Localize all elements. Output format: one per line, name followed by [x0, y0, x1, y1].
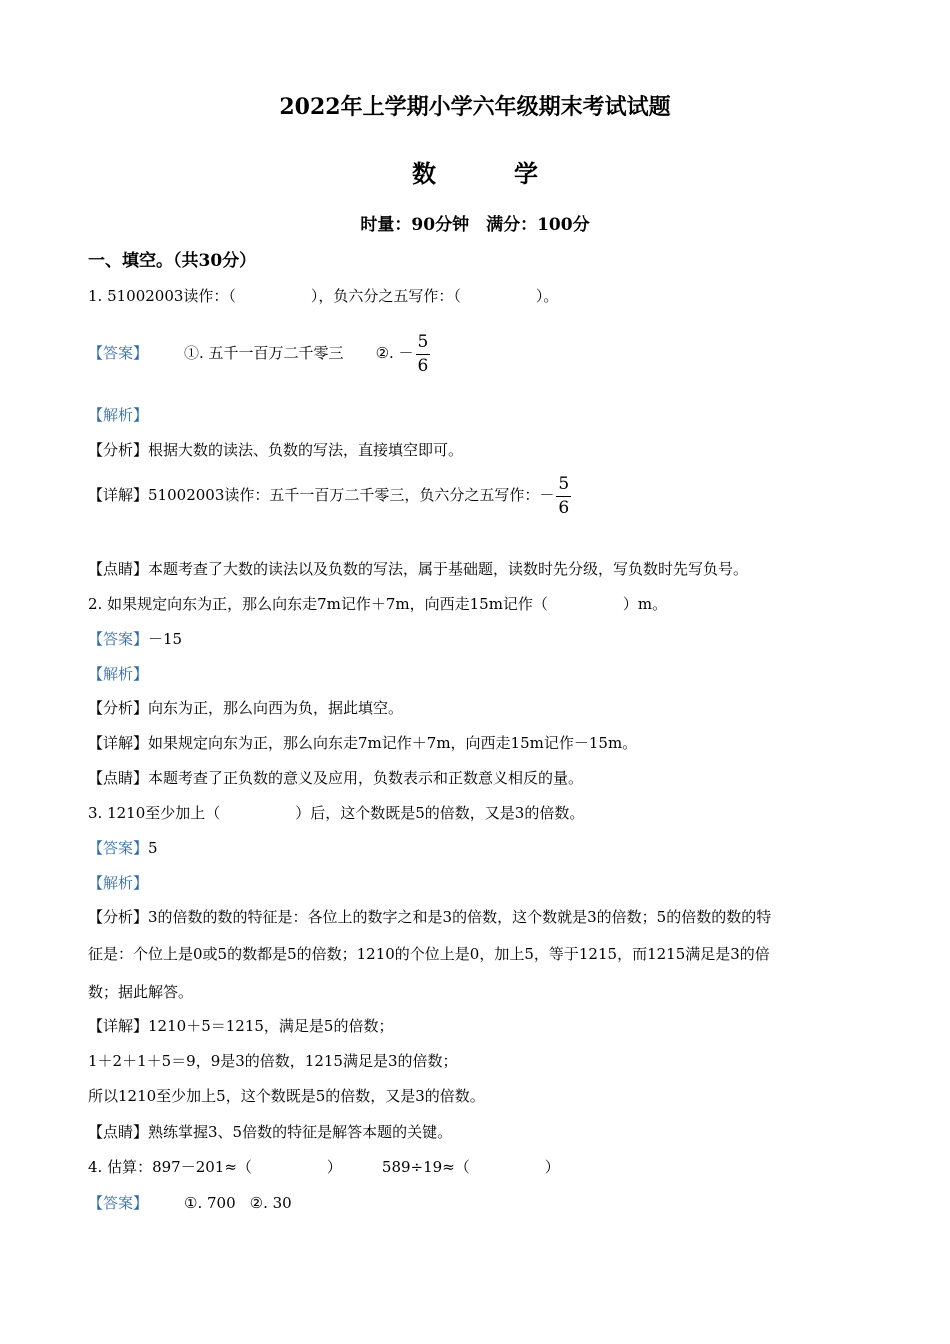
- q1-fenxi-text: 根据大数的读法、负数的写法，直接填空即可。: [148, 441, 464, 459]
- q2-answer-row: [88, 628, 182, 649]
- question-2: 2. 如果规定向东为正，那么向东走7m记作＋7m，向西走15m记作（ ）m。: [88, 595, 668, 613]
- q2-answer: －15: [148, 630, 183, 648]
- subject-char-2: 学: [514, 159, 538, 188]
- fraction-five-sixths: $\frac{5}{6}$: [417, 331, 429, 376]
- q3-dianjing: [88, 1121, 452, 1142]
- dianjing-label: 【点睛】: [88, 1123, 149, 1141]
- q1-answer-a: ①. 五千一百万二千零三: [184, 344, 344, 362]
- q1-dianjing: [88, 558, 748, 579]
- q2-fenxi: [88, 697, 403, 718]
- q3-answer-row: [88, 837, 158, 858]
- q2-dianjing: [88, 767, 583, 788]
- dianjing-label: 【点睛】: [88, 769, 149, 787]
- dianjing-label: 【点睛】: [88, 560, 149, 578]
- question-4: [88, 1156, 560, 1177]
- q1-xiangjie: [88, 472, 571, 518]
- q1-xiangjie-text: 51002003读作：五千一百万二千零三，负六分之五写作：－: [148, 486, 555, 504]
- fenxi-label: 【分析】: [88, 441, 149, 459]
- answer-label: 【答案】: [88, 839, 149, 857]
- q4-answer-a: ①. 700: [184, 1194, 236, 1212]
- answer-label: 【答案】: [88, 630, 149, 648]
- q1-dianjing-text: 本题考查了大数的读法以及负数的写法，属于基础题，读数时先分级，写负数时先写负号。: [148, 560, 749, 578]
- question-1: 1. 51002003读作：（ ），负六分之五写作：（ ）。: [88, 287, 559, 305]
- xiangjie-label: 【详解】: [88, 486, 149, 504]
- answer-label: 【答案】: [88, 1194, 149, 1212]
- fenxi-label: 【分析】: [88, 699, 149, 717]
- q3-fenxi-line-2: 征是：个位上是0或5的数都是5的倍数；1210的个位上是0，加上5，等于1215，而1215满足是3的倍: [88, 945, 770, 963]
- fenxi-label: 【分析】: [88, 908, 149, 926]
- q3-analysis-label: 【解析】: [88, 874, 149, 892]
- q3-answer: 5: [148, 839, 158, 857]
- q2-dianjing-text: 本题考查了正负数的意义及应用，负数表示和正数意义相反的量。: [148, 769, 584, 787]
- xiangjie-label: 【详解】: [88, 734, 149, 752]
- q3-xiangjie-line-2: 1＋2＋1＋5＝9，9是3的倍数，1215满足是3的倍数；: [88, 1052, 458, 1070]
- q2-xiangjie: [88, 732, 637, 753]
- q1-analysis-label: 【解析】: [88, 406, 149, 424]
- exam-meta: 时量：90分钟 满分：100分: [360, 215, 590, 235]
- q1-fenxi: [88, 439, 463, 460]
- subject-char-1: 数: [412, 159, 436, 188]
- q2-analysis-label: 【解析】: [88, 665, 149, 683]
- q3-fenxi-text-1: 3的倍数的数的特征是：各位上的数字之和是3的倍数，这个数就是3的倍数；5的倍数的数的特: [148, 908, 772, 926]
- q4-part-b: 589÷19≈（ ）: [381, 1158, 560, 1176]
- q3-xiangjie-line-1: [88, 1015, 393, 1036]
- section-heading: 一、填空。（共30分）: [88, 251, 257, 271]
- q4-part-a: 4. 估算：897－201≈（ ）: [88, 1158, 342, 1176]
- document-title: 2022年上学期小学六年级期末考试试题: [279, 94, 671, 120]
- q3-fenxi-line-3: 数；据此解答。: [88, 983, 194, 1001]
- question-3: 3. 1210至少加上（ ）后，这个数既是5的倍数，又是3的倍数。: [88, 804, 585, 822]
- q2-fenxi-text: 向东为正，那么向西为负，据此填空。: [148, 699, 404, 717]
- q3-xiangjie-text-1: 1210＋5＝1215，满足是5的倍数；: [148, 1017, 394, 1035]
- fraction-five-sixths-2: $\frac{5}{6}$: [558, 473, 570, 518]
- q3-xiangjie-line-3: 所以1210至少加上5，这个数既是5的倍数，又是3的倍数。: [88, 1087, 485, 1105]
- q1-answer-b: ②. －: [375, 344, 414, 362]
- subject-title: [0, 154, 950, 189]
- answer-label: 【答案】: [88, 344, 149, 362]
- q4-answer-row: [88, 1192, 292, 1213]
- q1-answer-row: [88, 330, 430, 376]
- q3-fenxi-line-1: [88, 906, 771, 927]
- q4-answer-b: ②. 30: [249, 1194, 292, 1212]
- q2-xiangjie-text: 如果规定向东为正，那么向东走7m记作＋7m，向西走15m记作－15m。: [148, 734, 638, 752]
- xiangjie-label: 【详解】: [88, 1017, 149, 1035]
- q3-dianjing-text: 熟练掌握3、5倍数的特征是解答本题的关键。: [148, 1123, 453, 1141]
